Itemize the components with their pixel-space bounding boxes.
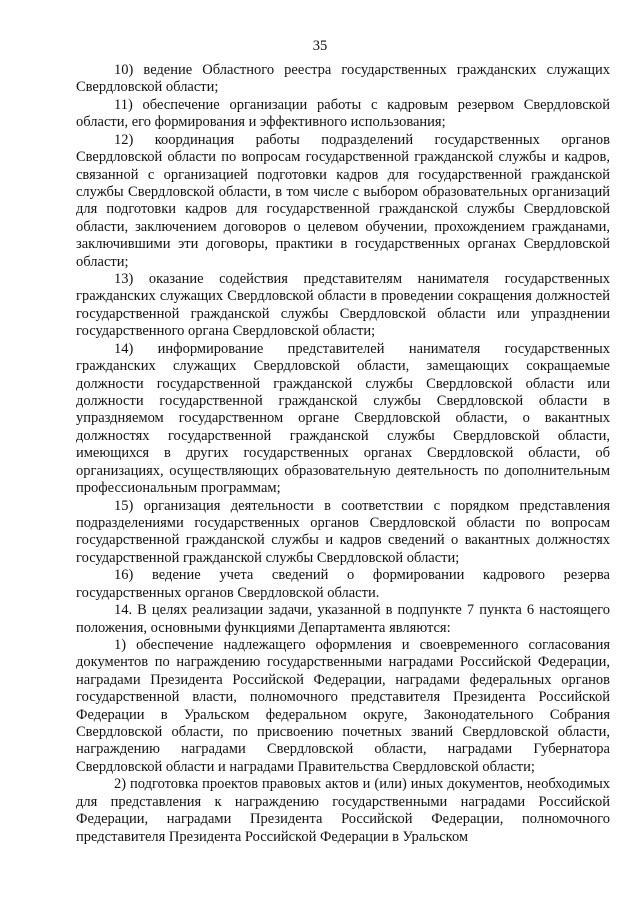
paragraph-subitem-2: 2) подготовка проектов правовых актов и (или) иных документов, необходимых для представления к награждению государственными наградами Российской Федерации, наградами Президента Российской Федерации, полномочного представителя Президента Российской Федерации в Уральском: [76, 776, 610, 845]
paragraph-item-13: 13) оказание содействия представителям нанимателя государственных гражданских служащих Свердловской области в проведении сокращения должностей государственной гражданской службы Свердловской области или упразднении государственного органа Свердловской области;: [76, 271, 610, 340]
paragraph-subitem-1: 1) обеспечение надлежащего оформления и своевременного согласования документов по награждению государственными наградами Российской Федерации, наградами Президента Российской Федерации, наградами федеральных органов государственной власти, полномочного представителя Президента Российской Федерации в Уральском федеральном округе, Законодательного Собрания Свердловской области, по присвоению почетных званий Свердловской области, награждению наградами Свердловской области, наградами Губернатора Свердловской области и наградами Правительства Свердловской области;: [76, 636, 610, 775]
document-body: [76, 62, 610, 846]
paragraph-item-14: 14) информирование представителей нанимателя государственных гражданских служащих Свердловской области, замещающих сокращаемые должности государственной гражданской службы Свердловской области или должности государственной гражданской службы Свердловской области в упраздняемом государственном органе Свердловской области, о вакантных должностях государственной гражданской службы Свердловской области, имеющихся в других государственных органах Свердловской области, об организациях, осуществляющих образовательную деятельность по дополнительным профессиональным программам;: [76, 340, 610, 497]
paragraph-item-12: 12) координация работы подразделений государственных органов Свердловской области по вопросам государственной гражданской службы и кадров, связанной с организацией подготовки кадров для государственной гражданской службы Свердловской области, в том числе с выбором образовательных организаций для подготовки кадров для государственной гражданской службы Свердловской области, заключением договоров о целевом обучении, прохождением гражданами, заключившими эти договоры, практики в государственных органах Свердловской области;: [76, 131, 610, 270]
paragraph-section-14: 14. В целях реализации задачи, указанной в подпункте 7 пункта 6 настоящего положения, основными функциями Департамента являются:: [76, 602, 610, 636]
paragraph-item-15: 15) организация деятельности в соответствии с порядком представления подразделениями государственных органов Свердловской области по вопросам государственной гражданской службы и кадров сведений о вакантных должностях государственной гражданской службы Свердловской области;: [76, 497, 610, 566]
paragraph-item-11: 11) обеспечение организации работы с кадровым резервом Свердловской области, его формирования и эффективного использования;: [76, 96, 610, 131]
page-number: 35: [312, 38, 328, 54]
paragraph-item-16: 16) ведение учета сведений о формировании кадрового резерва государственных органов Свердловской области.: [76, 567, 610, 601]
paragraph-item-10: 10) ведение Областного реестра государственных гражданских служащих Свердловской области;: [76, 62, 610, 96]
